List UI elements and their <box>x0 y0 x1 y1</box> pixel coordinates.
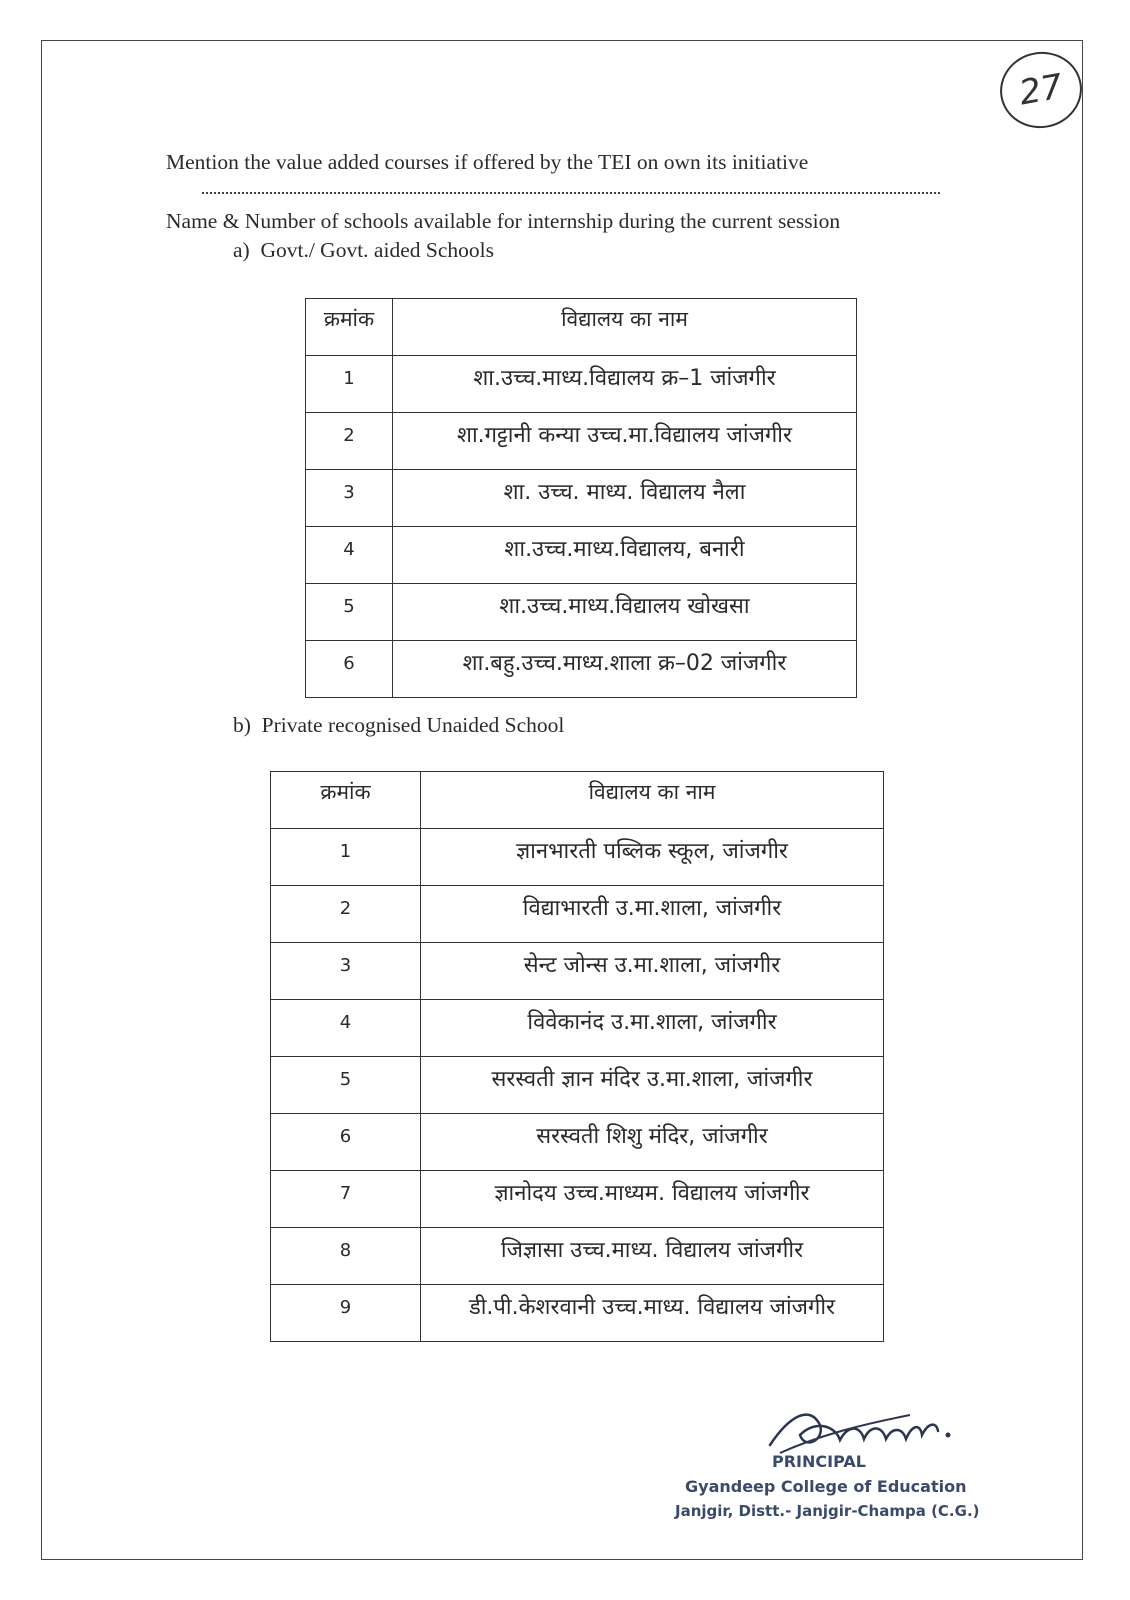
serial-number-cell: 8 <box>271 1228 421 1285</box>
table-row <box>271 1285 884 1342</box>
serial-number-cell: 7 <box>271 1171 421 1228</box>
column-header-serial: क्रमांक <box>306 299 393 356</box>
table-row <box>306 584 857 641</box>
table-row <box>271 1171 884 1228</box>
column-header-school-name: विद्यालय का नाम <box>421 772 884 829</box>
table-row <box>306 356 857 413</box>
school-name-cell: विद्याभारती उ.मा.शाला, जांजगीर <box>421 886 884 943</box>
table-row <box>271 943 884 1000</box>
table-row <box>271 886 884 943</box>
school-name-cell: शा.उच्च.माध्य.विद्यालय खोखसा <box>393 584 857 641</box>
table-row <box>271 1000 884 1057</box>
serial-number-cell: 1 <box>306 356 393 413</box>
table-row <box>306 470 857 527</box>
serial-number-cell: 3 <box>306 470 393 527</box>
schools-heading: Name & Number of schools available for internship during the current session <box>166 209 841 233</box>
serial-number-cell: 6 <box>271 1114 421 1171</box>
serial-number-cell: 3 <box>271 943 421 1000</box>
table-header-row <box>306 299 857 356</box>
serial-number-cell: 9 <box>271 1285 421 1342</box>
dotted-fill-line <box>202 192 940 194</box>
column-header-serial: क्रमांक <box>271 772 421 829</box>
serial-number-cell: 5 <box>271 1057 421 1114</box>
table-row <box>271 1228 884 1285</box>
serial-number-cell: 4 <box>271 1000 421 1057</box>
section-a-heading <box>233 238 494 263</box>
school-name-cell: सेन्ट जोन्स उ.मा.शाला, जांजगीर <box>421 943 884 1000</box>
serial-number-cell: 5 <box>306 584 393 641</box>
school-name-cell: डी.पी.केशरवानी उच्च.माध्य. विद्यालय जांजगीर <box>421 1285 884 1342</box>
column-header-school-name: विद्यालय का नाम <box>393 299 857 356</box>
stamp-address: Janjgir, Distt.- Janjgir-Champa (C.G.) <box>675 1502 980 1520</box>
school-name-cell: ज्ञानभारती पब्लिक स्कूल, जांजगीर <box>421 829 884 886</box>
private-schools-table <box>270 771 884 1342</box>
table-header-row <box>271 772 884 829</box>
school-name-cell: ज्ञानोदय उच्च.माध्यम. विद्यालय जांजगीर <box>421 1171 884 1228</box>
stamp-title: PRINCIPAL <box>772 1452 866 1471</box>
school-name-cell: सरस्वती शिशु मंदिर, जांजगीर <box>421 1114 884 1171</box>
serial-number-cell: 6 <box>306 641 393 698</box>
section-a-label: a) <box>233 238 250 262</box>
page-number-text: 27 <box>1016 66 1066 114</box>
school-name-cell: शा.उच्च.माध्य.विद्यालय क्र–1 जांजगीर <box>393 356 857 413</box>
section-b-heading <box>233 713 564 738</box>
serial-number-cell: 2 <box>271 886 421 943</box>
school-name-cell: शा. उच्च. माध्य. विद्यालय नैला <box>393 470 857 527</box>
table-row <box>306 641 857 698</box>
school-name-cell: जिज्ञासा उच्च.माध्य. विद्यालय जांजगीर <box>421 1228 884 1285</box>
table-row <box>306 413 857 470</box>
section-a-title: Govt./ Govt. aided Schools <box>260 238 494 262</box>
value-added-heading: Mention the value added courses if offered by the TEI on own its initiative <box>166 150 809 174</box>
table-row <box>271 1114 884 1171</box>
school-name-cell: सरस्वती ज्ञान मंदिर उ.मा.शाला, जांजगीर <box>421 1057 884 1114</box>
table-row <box>306 527 857 584</box>
table-row <box>271 829 884 886</box>
serial-number-cell: 1 <box>271 829 421 886</box>
school-name-cell: शा.गट्टानी कन्या उच्च.मा.विद्यालय जांजगीर <box>393 413 857 470</box>
school-name-cell: शा.उच्च.माध्य.विद्यालय, बनारी <box>393 527 857 584</box>
school-name-cell: शा.बहु.उच्च.माध्य.शाला क्र–02 जांजगीर <box>393 641 857 698</box>
section-b-title: Private recognised Unaided School <box>261 713 565 737</box>
serial-number-cell: 4 <box>306 527 393 584</box>
school-name-cell: विवेकानंद उ.मा.शाला, जांजगीर <box>421 1000 884 1057</box>
stamp-college: Gyandeep College of Education <box>685 1477 967 1496</box>
serial-number-cell: 2 <box>306 413 393 470</box>
govt-schools-table <box>305 298 857 698</box>
section-b-label: b) <box>233 713 251 737</box>
table-row <box>271 1057 884 1114</box>
